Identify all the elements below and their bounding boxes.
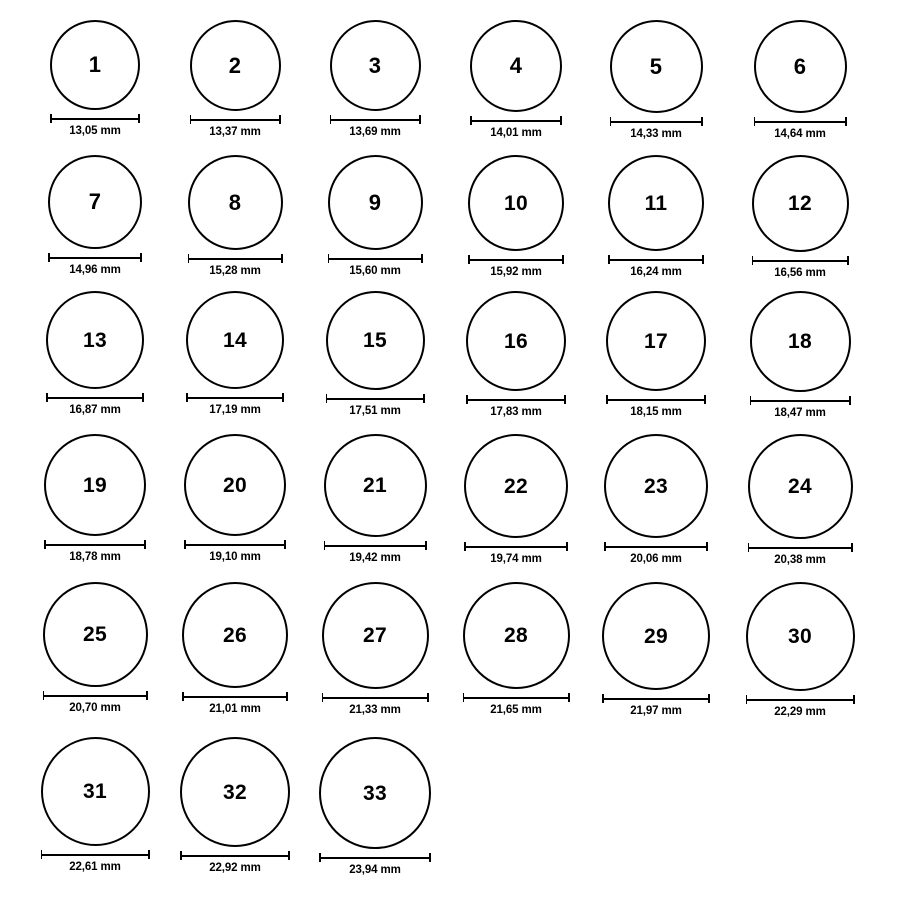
ring-size-number: 21 bbox=[363, 474, 387, 497]
measure-cap-left-icon bbox=[44, 540, 46, 549]
ring-size-cell bbox=[313, 20, 437, 138]
diameter-label: 13,37 mm bbox=[209, 126, 261, 138]
ring-circle bbox=[182, 582, 288, 688]
measure-cap-right-icon bbox=[708, 694, 710, 703]
diameter-measure-bar bbox=[604, 542, 708, 551]
measure-cap-left-icon bbox=[50, 114, 52, 123]
ring-size-cell bbox=[313, 582, 437, 716]
ring-circle bbox=[322, 582, 429, 689]
diameter-measure-bar bbox=[186, 393, 284, 402]
ring-size-cell bbox=[738, 582, 862, 718]
ring-size-cell bbox=[313, 737, 437, 876]
ring-size-cell bbox=[33, 434, 157, 563]
ring-size-number: 19 bbox=[83, 473, 107, 497]
diameter-measure-bar bbox=[44, 540, 146, 549]
diameter-label: 19,42 mm bbox=[349, 552, 401, 564]
ring-size-number: 14 bbox=[223, 328, 247, 352]
diameter-label: 22,61 mm bbox=[69, 861, 121, 873]
ring-size-number: 24 bbox=[788, 475, 812, 498]
diameter-label: 21,33 mm bbox=[349, 704, 401, 716]
measure-cap-right-icon bbox=[851, 543, 853, 552]
diameter-label: 18,15 mm bbox=[630, 406, 682, 418]
ring-circle bbox=[319, 737, 431, 849]
ring-size-cell bbox=[594, 155, 718, 278]
ring-circle bbox=[324, 434, 427, 537]
diameter-label: 18,47 mm bbox=[774, 407, 826, 419]
diameter-measure-bar bbox=[190, 115, 281, 124]
ring-size-cell bbox=[454, 20, 578, 139]
ring-size-cell bbox=[738, 291, 862, 419]
ring-circle bbox=[610, 20, 703, 113]
measure-cap-right-icon bbox=[282, 393, 284, 402]
diameter-measure-bar bbox=[330, 115, 421, 124]
ring-size-cell bbox=[313, 155, 437, 277]
ring-size-cell bbox=[454, 434, 578, 565]
ring-size-cell bbox=[173, 20, 297, 138]
diameter-label: 15,28 mm bbox=[209, 265, 261, 277]
diameter-measure-bar bbox=[41, 850, 150, 859]
ring-size-cell bbox=[594, 434, 718, 565]
ring-size-number: 8 bbox=[228, 189, 242, 215]
measure-cap-left-icon bbox=[754, 117, 756, 126]
measure-cap-right-icon bbox=[845, 117, 847, 126]
ring-circle bbox=[184, 434, 286, 536]
diameter-measure-bar bbox=[48, 253, 142, 262]
measure-cap-left-icon bbox=[41, 850, 43, 859]
diameter-measure-bar bbox=[750, 396, 851, 405]
diameter-label: 19,10 mm bbox=[209, 551, 261, 563]
diameter-measure-bar bbox=[328, 254, 423, 263]
ring-circle bbox=[464, 434, 568, 538]
ring-size-number: 29 bbox=[644, 624, 668, 648]
diameter-label: 16,56 mm bbox=[774, 267, 826, 279]
ring-circle bbox=[180, 737, 290, 847]
diameter-measure-bar bbox=[463, 693, 570, 702]
diameter-label: 14,64 mm bbox=[774, 128, 826, 140]
ring-size-cell bbox=[454, 582, 578, 716]
measure-cap-right-icon bbox=[425, 541, 427, 550]
diameter-label: 22,92 mm bbox=[209, 862, 261, 874]
diameter-label: 13,69 mm bbox=[349, 126, 401, 138]
measure-cap-left-icon bbox=[322, 693, 324, 702]
measure-cap-right-icon bbox=[704, 395, 706, 404]
ring-size-cell bbox=[173, 155, 297, 277]
ring-circle bbox=[466, 291, 566, 391]
measure-cap-right-icon bbox=[562, 255, 564, 264]
diameter-measure-bar bbox=[752, 256, 849, 265]
diameter-label: 15,60 mm bbox=[349, 265, 401, 277]
ring-circle bbox=[330, 20, 421, 111]
measure-cap-right-icon bbox=[138, 114, 140, 123]
measure-cap-right-icon bbox=[288, 851, 290, 860]
ring-size-cell bbox=[33, 737, 157, 873]
measure-cap-left-icon bbox=[182, 692, 184, 701]
measure-cap-right-icon bbox=[140, 253, 142, 262]
diameter-label: 20,38 mm bbox=[774, 554, 826, 566]
diameter-label: 20,06 mm bbox=[630, 553, 682, 565]
measure-cap-right-icon bbox=[568, 693, 570, 702]
measure-cap-left-icon bbox=[180, 851, 182, 860]
ring-size-number: 18 bbox=[788, 330, 812, 353]
ring-size-number: 9 bbox=[368, 189, 382, 215]
diameter-measure-bar bbox=[326, 394, 425, 403]
ring-size-number: 13 bbox=[83, 328, 107, 352]
diameter-label: 14,96 mm bbox=[69, 264, 121, 276]
ring-circle bbox=[754, 20, 847, 113]
diameter-label: 23,94 mm bbox=[349, 864, 401, 876]
ring-size-number: 4 bbox=[509, 53, 523, 78]
ring-size-cell bbox=[738, 155, 862, 279]
ring-size-cell bbox=[33, 20, 157, 137]
diameter-measure-bar bbox=[319, 853, 431, 862]
ring-circle bbox=[752, 155, 849, 252]
measure-cap-right-icon bbox=[142, 393, 144, 402]
ring-size-cell bbox=[173, 737, 297, 874]
measure-cap-left-icon bbox=[604, 542, 606, 551]
ring-size-number: 25 bbox=[83, 623, 107, 646]
ring-size-cell bbox=[594, 20, 718, 140]
ring-size-number: 26 bbox=[223, 623, 247, 647]
measure-cap-right-icon bbox=[564, 395, 566, 404]
measure-cap-left-icon bbox=[324, 541, 326, 550]
measure-cap-right-icon bbox=[560, 116, 562, 125]
measure-cap-right-icon bbox=[566, 542, 568, 551]
diameter-measure-bar bbox=[322, 693, 429, 702]
measure-cap-left-icon bbox=[46, 393, 48, 402]
ring-size-cell bbox=[173, 434, 297, 563]
ring-size-cell bbox=[173, 582, 297, 715]
diameter-label: 17,51 mm bbox=[349, 405, 401, 417]
ring-size-number: 31 bbox=[83, 780, 107, 803]
diameter-label: 20,70 mm bbox=[69, 702, 121, 714]
ring-size-cell bbox=[33, 291, 157, 416]
diameter-measure-bar bbox=[182, 692, 288, 701]
measure-cap-left-icon bbox=[608, 255, 610, 264]
diameter-label: 13,05 mm bbox=[69, 125, 121, 137]
measure-cap-right-icon bbox=[421, 254, 423, 263]
diameter-label: 17,19 mm bbox=[209, 404, 261, 416]
diameter-label: 14,33 mm bbox=[630, 128, 682, 140]
ring-circle bbox=[746, 582, 855, 691]
ring-circle bbox=[41, 737, 150, 846]
measure-cap-right-icon bbox=[429, 853, 431, 862]
measure-cap-right-icon bbox=[423, 394, 425, 403]
measure-cap-left-icon bbox=[330, 115, 332, 124]
diameter-measure-bar bbox=[754, 117, 847, 126]
measure-cap-right-icon bbox=[849, 396, 851, 405]
measure-cap-right-icon bbox=[146, 691, 148, 700]
ring-size-number: 20 bbox=[223, 473, 247, 497]
diameter-measure-bar bbox=[180, 851, 290, 860]
diameter-label: 16,24 mm bbox=[630, 266, 682, 278]
diameter-label: 15,92 mm bbox=[490, 266, 542, 278]
diameter-measure-bar bbox=[324, 541, 427, 550]
measure-cap-right-icon bbox=[701, 117, 703, 126]
ring-size-cell bbox=[313, 291, 437, 417]
ring-circle bbox=[186, 291, 284, 389]
ring-size-number: 5 bbox=[649, 53, 663, 79]
ring-size-cell bbox=[33, 155, 157, 276]
diameter-measure-bar bbox=[188, 254, 283, 263]
ring-size-cell bbox=[738, 20, 862, 140]
diameter-measure-bar bbox=[468, 255, 564, 264]
measure-cap-left-icon bbox=[186, 393, 188, 402]
measure-cap-left-icon bbox=[602, 694, 604, 703]
diameter-measure-bar bbox=[466, 395, 566, 404]
measure-cap-left-icon bbox=[463, 693, 465, 702]
diameter-measure-bar bbox=[610, 117, 703, 126]
diameter-measure-bar bbox=[748, 543, 853, 552]
diameter-label: 18,78 mm bbox=[69, 551, 121, 563]
diameter-label: 17,83 mm bbox=[490, 406, 542, 418]
diameter-measure-bar bbox=[50, 114, 140, 123]
ring-circle bbox=[463, 582, 570, 689]
ring-circle bbox=[748, 434, 853, 539]
diameter-measure-bar bbox=[184, 540, 286, 549]
ring-size-number: 15 bbox=[363, 329, 387, 352]
measure-cap-right-icon bbox=[286, 692, 288, 701]
measure-cap-right-icon bbox=[706, 542, 708, 551]
measure-cap-right-icon bbox=[853, 695, 855, 704]
measure-cap-right-icon bbox=[284, 540, 286, 549]
measure-cap-right-icon bbox=[427, 693, 429, 702]
measure-cap-left-icon bbox=[184, 540, 186, 549]
ring-circle bbox=[468, 155, 564, 251]
ring-circle bbox=[470, 20, 562, 112]
ring-circle bbox=[326, 291, 425, 390]
ring-size-number: 17 bbox=[644, 329, 668, 353]
ring-circle bbox=[328, 155, 423, 250]
ring-size-number: 32 bbox=[223, 780, 247, 804]
ring-circle bbox=[602, 582, 710, 690]
diameter-measure-bar bbox=[608, 255, 704, 264]
measure-cap-left-icon bbox=[48, 253, 50, 262]
ring-size-number: 30 bbox=[788, 625, 812, 648]
ring-size-cell bbox=[594, 582, 718, 717]
ring-size-number: 27 bbox=[363, 624, 387, 647]
diameter-measure-bar bbox=[470, 116, 562, 125]
diameter-label: 14,01 mm bbox=[490, 127, 542, 139]
ring-size-number: 12 bbox=[788, 192, 812, 215]
diameter-measure-bar bbox=[602, 694, 710, 703]
measure-cap-left-icon bbox=[188, 254, 190, 263]
ring-circle bbox=[606, 291, 706, 391]
ring-size-number: 2 bbox=[228, 52, 242, 78]
ring-circle bbox=[750, 291, 851, 392]
ring-size-number: 3 bbox=[368, 52, 382, 78]
measure-cap-right-icon bbox=[281, 254, 283, 263]
ring-size-number: 7 bbox=[88, 189, 102, 214]
measure-cap-left-icon bbox=[470, 116, 472, 125]
measure-cap-right-icon bbox=[279, 115, 281, 124]
ring-size-number: 1 bbox=[88, 52, 102, 77]
ring-size-number: 22 bbox=[504, 474, 528, 498]
diameter-measure-bar bbox=[606, 395, 706, 404]
diameter-label: 19,74 mm bbox=[490, 553, 542, 565]
diameter-label: 21,97 mm bbox=[630, 705, 682, 717]
measure-cap-right-icon bbox=[148, 850, 150, 859]
ring-size-cell bbox=[454, 155, 578, 278]
measure-cap-left-icon bbox=[748, 543, 750, 552]
ring-size-number: 11 bbox=[644, 191, 668, 215]
measure-cap-left-icon bbox=[606, 395, 608, 404]
diameter-measure-bar bbox=[746, 695, 855, 704]
measure-cap-left-icon bbox=[319, 853, 321, 862]
ring-circle bbox=[48, 155, 142, 249]
ring-size-cell bbox=[454, 291, 578, 418]
ring-size-number: 10 bbox=[504, 191, 528, 215]
diameter-label: 21,65 mm bbox=[490, 704, 542, 716]
measure-cap-left-icon bbox=[752, 256, 754, 265]
ring-size-number: 28 bbox=[504, 624, 528, 647]
ring-size-number: 23 bbox=[644, 474, 668, 498]
diameter-measure-bar bbox=[43, 691, 148, 700]
diameter-label: 16,87 mm bbox=[69, 404, 121, 416]
ring-size-cell bbox=[33, 582, 157, 714]
diameter-label: 22,29 mm bbox=[774, 706, 826, 718]
ring-size-cell bbox=[173, 291, 297, 416]
ring-size-number: 6 bbox=[793, 53, 807, 79]
measure-cap-left-icon bbox=[190, 115, 192, 124]
ring-circle bbox=[190, 20, 281, 111]
measure-cap-left-icon bbox=[466, 395, 468, 404]
ring-circle bbox=[50, 20, 140, 110]
measure-cap-right-icon bbox=[847, 256, 849, 265]
measure-cap-left-icon bbox=[326, 394, 328, 403]
ring-circle bbox=[43, 582, 148, 687]
ring-circle bbox=[188, 155, 283, 250]
measure-cap-left-icon bbox=[468, 255, 470, 264]
ring-size-number: 16 bbox=[504, 329, 528, 353]
measure-cap-left-icon bbox=[43, 691, 45, 700]
diameter-label: 21,01 mm bbox=[209, 703, 261, 715]
measure-cap-right-icon bbox=[702, 255, 704, 264]
ring-circle bbox=[44, 434, 146, 536]
measure-cap-right-icon bbox=[144, 540, 146, 549]
ring-size-cell bbox=[594, 291, 718, 418]
ring-circle bbox=[604, 434, 708, 538]
diameter-measure-bar bbox=[464, 542, 568, 551]
ring-size-cell bbox=[313, 434, 437, 564]
ring-size-number: 33 bbox=[363, 781, 387, 805]
ring-circle bbox=[46, 291, 144, 389]
ring-circle bbox=[608, 155, 704, 251]
ring-size-cell bbox=[738, 434, 862, 566]
measure-cap-left-icon bbox=[746, 695, 748, 704]
measure-cap-left-icon bbox=[610, 117, 612, 126]
measure-cap-right-icon bbox=[419, 115, 421, 124]
measure-cap-left-icon bbox=[464, 542, 466, 551]
measure-cap-left-icon bbox=[750, 396, 752, 405]
diameter-measure-bar bbox=[46, 393, 144, 402]
measure-cap-left-icon bbox=[328, 254, 330, 263]
